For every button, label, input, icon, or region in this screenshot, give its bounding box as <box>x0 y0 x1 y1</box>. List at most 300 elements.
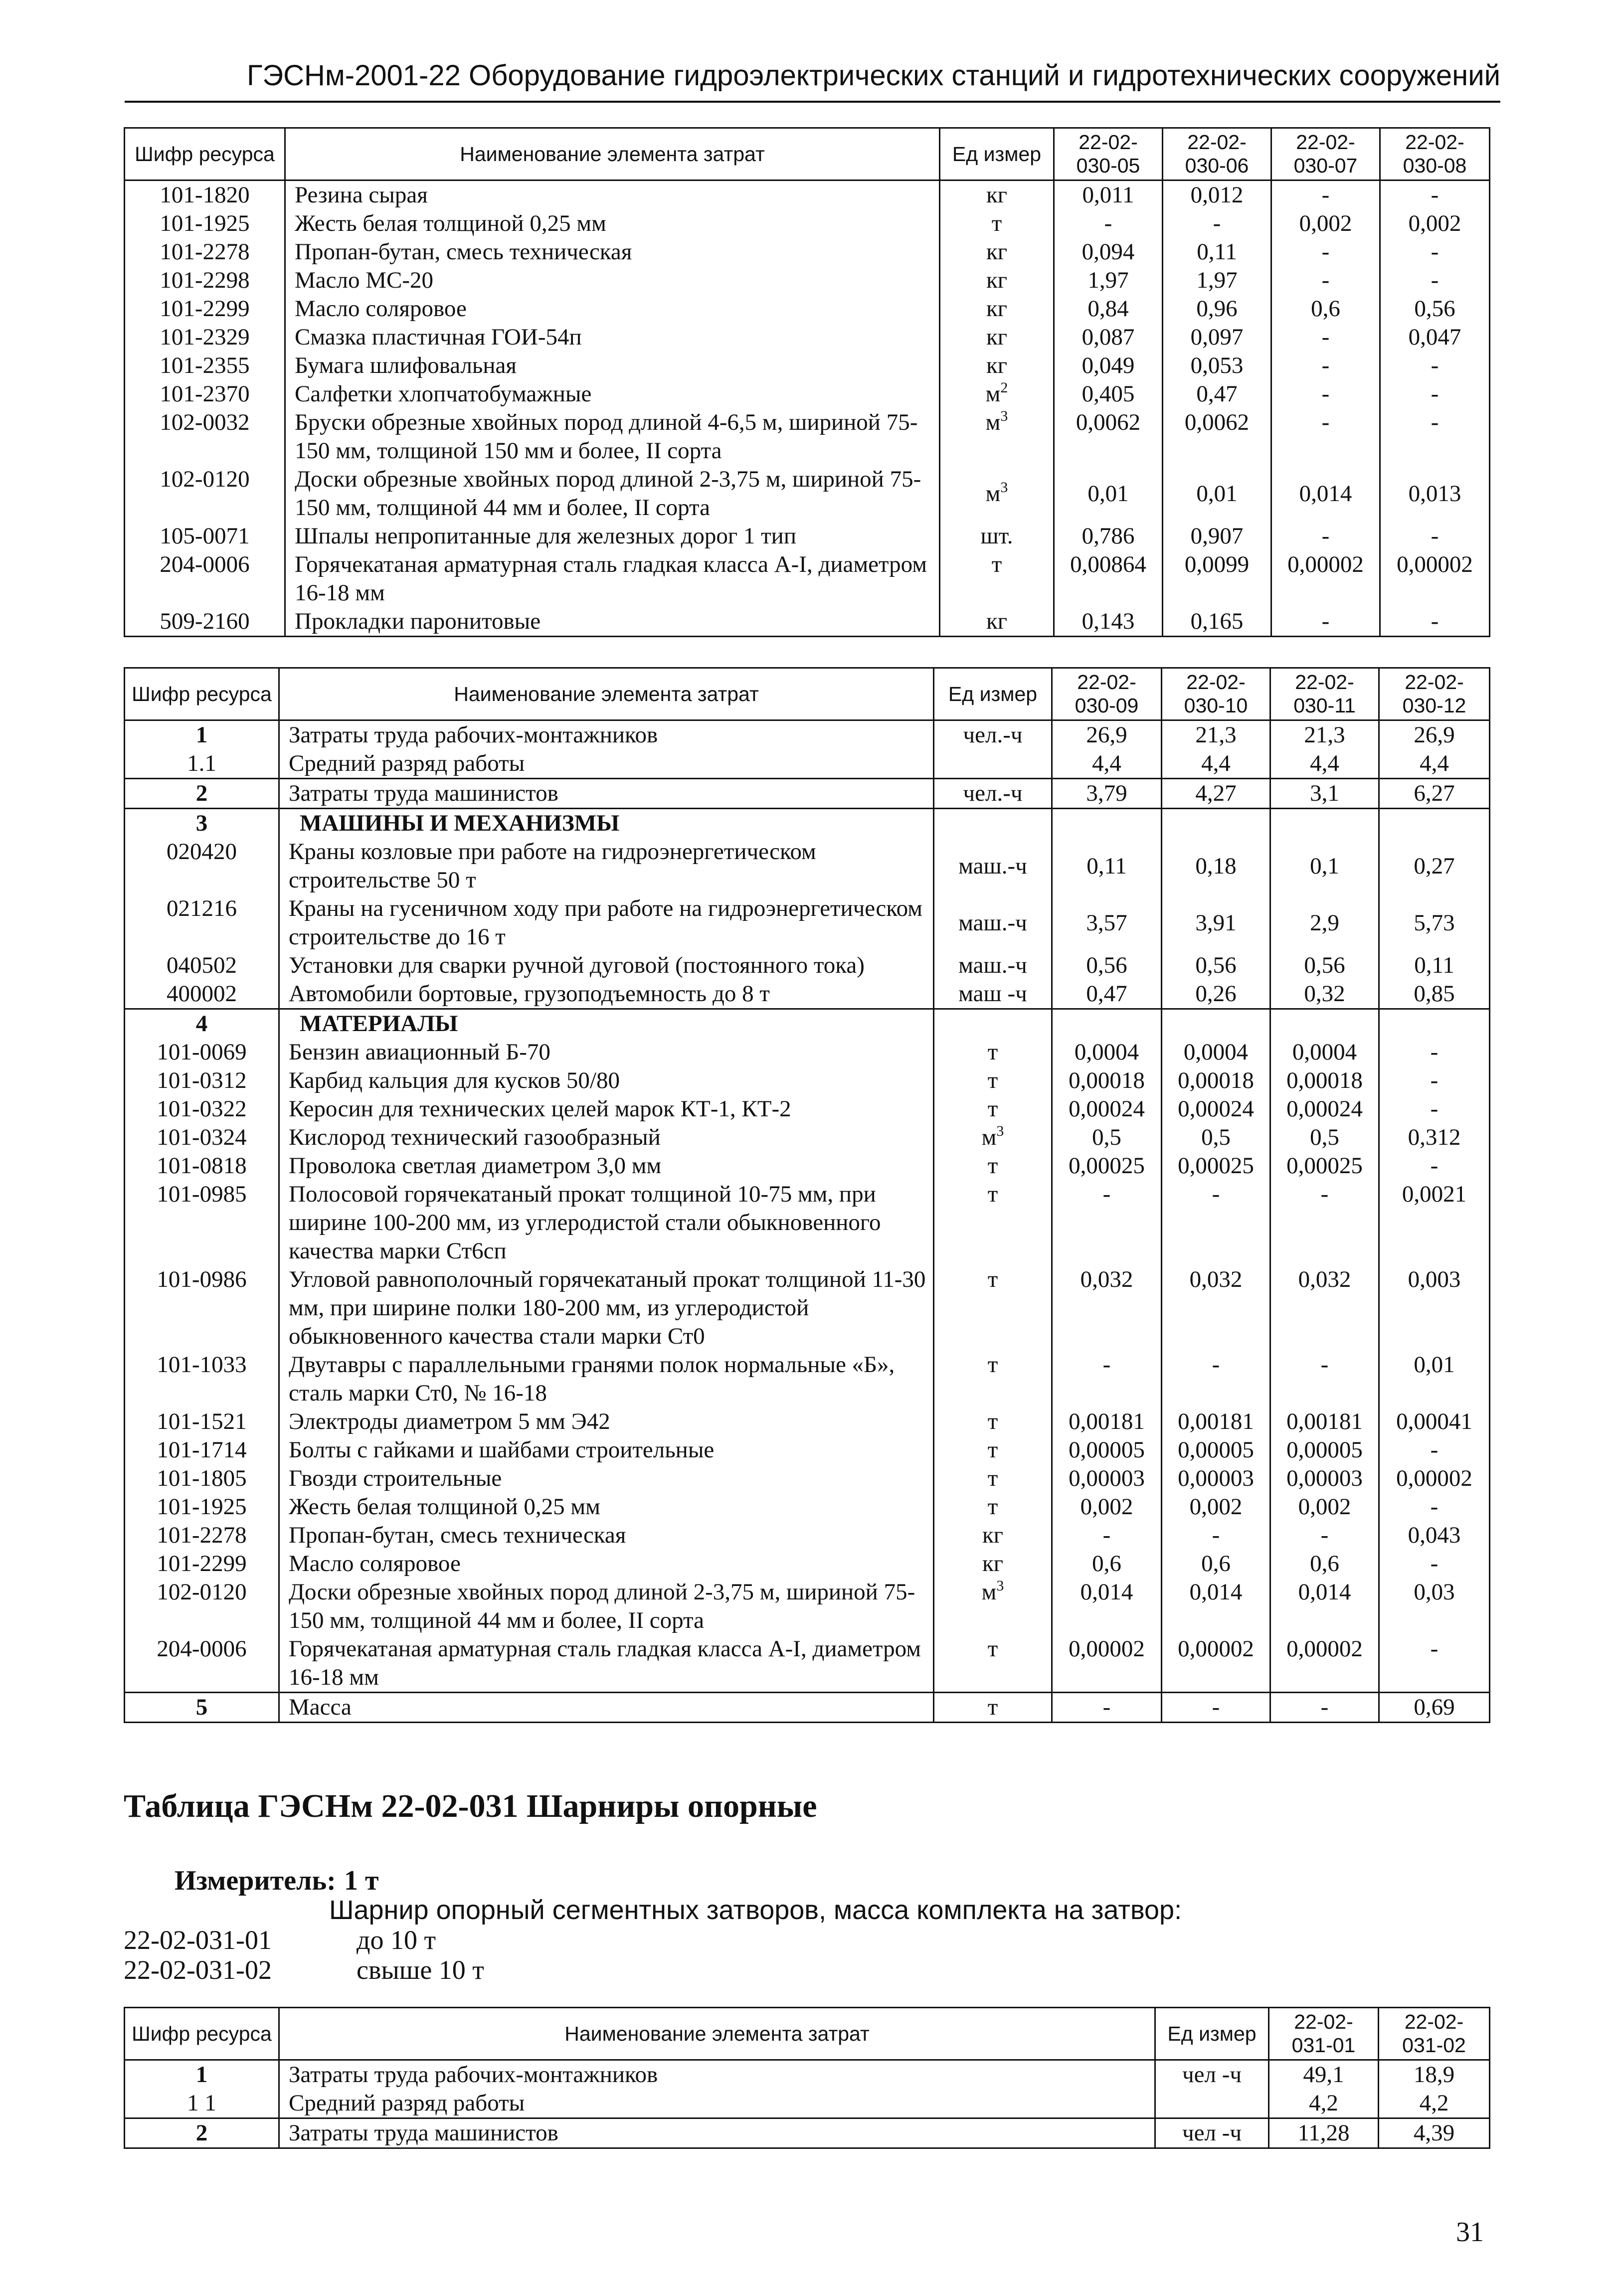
resource-name: Краны козловые при работе на гидроэнергетическом строительстве 50 т <box>279 838 934 894</box>
norm-value: 0,32 <box>1270 980 1379 1009</box>
norm-text: свыше 10 т <box>357 1955 484 1985</box>
norm-value: 0,405 <box>1054 380 1163 408</box>
norm-value: 0,014 <box>1271 465 1380 522</box>
resource-code: 1 <box>125 720 279 750</box>
unit <box>934 1493 1052 1521</box>
unit-text: м <box>985 409 1001 435</box>
unit-text: т <box>987 1636 998 1662</box>
empty-cell <box>1270 1009 1379 1039</box>
resource-code: 101-2278 <box>125 238 285 266</box>
table-title: Таблица ГЭСНм 22-02-031 Шарниры опорные <box>124 1788 817 1824</box>
resource-code: 101-0986 <box>125 1265 279 1351</box>
norm-value: 0,00005 <box>1162 1436 1270 1464</box>
norm-value: 0,11 <box>1163 238 1271 266</box>
resource-name: Автомобили бортовые, грузоподъемность до 8 т <box>279 980 934 1009</box>
norm-value: 0,47 <box>1163 380 1271 408</box>
unit <box>934 1436 1052 1464</box>
header-rule <box>125 101 1500 103</box>
norm-value: 0,002 <box>1052 1493 1162 1521</box>
norm-value: 49,1 <box>1269 2060 1379 2090</box>
norm-value: - <box>1271 266 1380 295</box>
resource-name: Болты с гайками и шайбами строительные <box>279 1436 934 1464</box>
resource-name: Жесть белая толщиной 0,25 мм <box>285 209 940 238</box>
unit-exponent: 2 <box>1000 379 1008 396</box>
resource-code: 101-0985 <box>125 1180 279 1265</box>
norm-value: 0,85 <box>1379 980 1490 1009</box>
resource-name: Масса <box>279 1693 934 1723</box>
table-row <box>125 1635 1490 1693</box>
resource-name: Масло соляровое <box>285 295 940 323</box>
norm-value: 0,01 <box>1163 465 1271 522</box>
table-row <box>125 238 1490 266</box>
resource-code: 5 <box>125 1693 279 1723</box>
unit-text: кг <box>986 296 1008 322</box>
empty-cell <box>1270 809 1379 838</box>
resource-name: Бруски обрезные хвойных пород длиной 4-6,5 м, шириной 75-150 мм, толщиной 150 мм и более, II сорта <box>285 408 940 465</box>
norm-value: - <box>1271 323 1380 351</box>
resource-name: Жесть белая толщиной 0,25 мм <box>279 1493 934 1521</box>
norm-value: 0,27 <box>1379 838 1490 894</box>
unit-text: м <box>981 1579 997 1605</box>
unit <box>934 838 1052 894</box>
norm-value: - <box>1270 1351 1379 1407</box>
table-row <box>125 951 1490 980</box>
norm-value: 0,907 <box>1163 522 1271 550</box>
norm-value: - <box>1270 1521 1379 1550</box>
unit <box>940 295 1054 323</box>
norm-value: - <box>1380 351 1490 380</box>
resource-name: Электроды диаметром 5 мм Э42 <box>279 1407 934 1436</box>
resource-code: 101-1033 <box>125 1351 279 1407</box>
resource-code: 1.1 <box>125 749 279 779</box>
table-header-row <box>125 2008 1490 2060</box>
norm-value: 0,094 <box>1054 238 1163 266</box>
header-norm-code: 22-02- 030-06 <box>1163 128 1271 180</box>
norm-value: 26,9 <box>1379 720 1490 750</box>
norm-value: 0,00025 <box>1052 1152 1162 1180</box>
table-row <box>125 1464 1490 1493</box>
norm-value: 0,014 <box>1270 1578 1379 1635</box>
norm-value: - <box>1162 1693 1270 1723</box>
norm-value: 0,00003 <box>1270 1464 1379 1493</box>
norm-value: 0,00024 <box>1162 1095 1270 1123</box>
unit-text: т <box>987 1181 998 1207</box>
norm-value: 0,00018 <box>1162 1066 1270 1095</box>
table-row <box>125 1578 1490 1635</box>
unit <box>934 1464 1052 1493</box>
table-row <box>125 1693 1490 1723</box>
header-code: Шифр ресурса <box>125 128 285 180</box>
norm-value: 0,00002 <box>1052 1635 1162 1693</box>
resource-name: Полосовой горячекатаный прокат толщиной 10-75 мм, при ширине 100-200 мм, из углеродистой стали обыкновенного качества марки Ст6сп <box>279 1180 934 1265</box>
unit-text: маш -ч <box>958 981 1027 1007</box>
norm-value: 11,28 <box>1269 2118 1379 2148</box>
norm-value: 0,786 <box>1054 522 1163 550</box>
header-norm-code: 22-02- 030-07 <box>1271 128 1380 180</box>
norm-value: 0,56 <box>1052 951 1162 980</box>
resource-code: 101-2299 <box>125 1550 279 1578</box>
norm-value: 2,9 <box>1270 894 1379 951</box>
unit <box>1155 2089 1269 2118</box>
resource-code: 102-0120 <box>125 1578 279 1635</box>
norm-value: - <box>1379 1493 1490 1521</box>
norm-value: - <box>1271 380 1380 408</box>
norm-value: 0,18 <box>1162 838 1270 894</box>
unit-text: т <box>987 1096 998 1122</box>
norm-value: 0,012 <box>1163 180 1271 210</box>
norm-value: 0,00003 <box>1052 1464 1162 1493</box>
unit <box>934 1578 1052 1635</box>
norm-value: 0,56 <box>1162 951 1270 980</box>
resource-name: Средний разряд работы <box>279 2089 1155 2118</box>
resource-name: Шпалы непропитанные для железных дорог 1 тип <box>285 522 940 550</box>
header-norm-code: 22-02- 031-02 <box>1379 2008 1490 2060</box>
norm-value: - <box>1270 1180 1379 1265</box>
table-row <box>125 323 1490 351</box>
norm-value: - <box>1162 1351 1270 1407</box>
unit-text: т <box>987 1494 998 1520</box>
section-row <box>125 1009 1490 1039</box>
resource-code: 1 <box>125 2060 279 2090</box>
resource-code: 101-0818 <box>125 1152 279 1180</box>
unit-text: т <box>987 1408 998 1434</box>
resource-code: 040502 <box>125 951 279 980</box>
table-row <box>125 465 1490 522</box>
unit-text: шт. <box>980 523 1013 549</box>
unit <box>940 465 1054 522</box>
resource-code: 101-2370 <box>125 380 285 408</box>
header-name: Наименование элемента затрат <box>279 2008 1155 2060</box>
empty-cell <box>1162 1009 1270 1039</box>
norm-value: 0,00003 <box>1162 1464 1270 1493</box>
norm-value: 0,96 <box>1163 295 1271 323</box>
resource-code: 2 <box>125 2118 279 2148</box>
norm-value: 0,00018 <box>1270 1066 1379 1095</box>
norm-value: 4,4 <box>1270 749 1379 779</box>
empty-cell <box>1052 809 1162 838</box>
resource-name: Карбид кальция для кусков 50/80 <box>279 1066 934 1095</box>
resource-name: Салфетки хлопчатобумажные <box>285 380 940 408</box>
unit <box>934 1550 1052 1578</box>
norm-value: 0,0021 <box>1379 1180 1490 1265</box>
table-row <box>125 2089 1490 2118</box>
section-row <box>125 809 1490 838</box>
table-row <box>125 2060 1490 2090</box>
table-row <box>125 522 1490 550</box>
unit <box>934 1635 1052 1693</box>
table-header-row <box>125 128 1490 180</box>
norm-value: - <box>1380 266 1490 295</box>
resource-table-030-05-08 <box>124 127 1490 637</box>
norm-value: 0,087 <box>1054 323 1163 351</box>
norm-value: 0,165 <box>1163 607 1271 637</box>
norm-value: - <box>1379 1066 1490 1095</box>
table-row <box>125 1265 1490 1351</box>
resource-name: Затраты труда рабочих-монтажников <box>279 2060 1155 2090</box>
resource-code: 101-2278 <box>125 1521 279 1550</box>
norm-value: 0,053 <box>1163 351 1271 380</box>
resource-name: Проволока светлая диаметром 3,0 мм <box>279 1152 934 1180</box>
norm-value: - <box>1162 1180 1270 1265</box>
norm-value: 0,002 <box>1162 1493 1270 1521</box>
section-heading: МАШИНЫ И МЕХАНИЗМЫ <box>279 809 934 838</box>
norm-text: до 10 т <box>357 1925 436 1955</box>
header-norm-code: 22-02- 030-05 <box>1054 128 1163 180</box>
norm-value: 0,0004 <box>1270 1038 1379 1066</box>
table-row <box>125 1152 1490 1180</box>
unit-exponent: 3 <box>996 1578 1004 1594</box>
norm-value: - <box>1380 180 1490 210</box>
table-row <box>125 1038 1490 1066</box>
norm-value: 1,97 <box>1163 266 1271 295</box>
resource-name: Масло соляровое <box>279 1550 934 1578</box>
unit <box>934 980 1052 1009</box>
norm-value: 0,002 <box>1271 209 1380 238</box>
unit <box>934 1152 1052 1180</box>
resource-name: Средний разряд работы <box>279 749 934 779</box>
table-row <box>125 838 1490 894</box>
table-row <box>125 1436 1490 1464</box>
unit-text: т <box>991 210 1002 236</box>
norm-value: 0,032 <box>1270 1265 1379 1351</box>
table-row <box>125 180 1490 210</box>
norm-value: 0,0004 <box>1052 1038 1162 1066</box>
norm-value: - <box>1052 1693 1162 1723</box>
header-norm-code: 22-02- 030-10 <box>1162 668 1270 720</box>
norm-value: 21,3 <box>1162 720 1270 750</box>
table-row <box>125 779 1490 809</box>
norm-value: 0,00002 <box>1162 1635 1270 1693</box>
norm-value: 0,00002 <box>1380 550 1490 607</box>
norm-value: 0,00018 <box>1052 1066 1162 1095</box>
resource-name: Гвозди строительные <box>279 1464 934 1493</box>
unit-text: чел.-ч <box>963 780 1023 806</box>
unit-exponent: 3 <box>1000 479 1008 496</box>
table-row <box>125 408 1490 465</box>
resource-code: 101-0069 <box>125 1038 279 1066</box>
norm-value: 0,002 <box>1380 209 1490 238</box>
resource-code: 101-0324 <box>125 1123 279 1152</box>
resource-code: 2 <box>125 779 279 809</box>
table-row <box>125 1521 1490 1550</box>
norm-value: 0,0004 <box>1162 1038 1270 1066</box>
norm-value: - <box>1379 1038 1490 1066</box>
norm-value: 0,00024 <box>1052 1095 1162 1123</box>
norm-value: 0,143 <box>1054 607 1163 637</box>
unit <box>940 550 1054 607</box>
resource-code: 101-2299 <box>125 295 285 323</box>
norm-value: 0,01 <box>1379 1351 1490 1407</box>
unit <box>934 1038 1052 1066</box>
norm-value: 0,002 <box>1270 1493 1379 1521</box>
unit <box>934 951 1052 980</box>
table-row <box>125 894 1490 951</box>
resource-name: Краны на гусеничном ходу при работе на гидроэнергетическом строительстве до 16 т <box>279 894 934 951</box>
resource-name: Горячекатаная арматурная сталь гладкая класса А-I, диаметром 16-18 мм <box>279 1635 934 1693</box>
unit <box>934 779 1052 809</box>
norm-value: 0,312 <box>1379 1123 1490 1152</box>
norm-value: 0,56 <box>1380 295 1490 323</box>
resource-name: Затраты труда машинистов <box>279 779 934 809</box>
norm-value: 0,011 <box>1054 180 1163 210</box>
norm-value: 0,56 <box>1270 951 1379 980</box>
resource-code: 101-1925 <box>125 1493 279 1521</box>
norm-value: 0,5 <box>1270 1123 1379 1152</box>
norm-value: 0,00002 <box>1271 550 1380 607</box>
norm-value: - <box>1379 1436 1490 1464</box>
resource-code: 101-1925 <box>125 209 285 238</box>
unit <box>940 180 1054 210</box>
norm-value: 6,27 <box>1379 779 1490 809</box>
unit-text: чел -ч <box>1182 2062 1242 2088</box>
resource-code: 021216 <box>125 894 279 951</box>
norm-value: - <box>1162 1521 1270 1550</box>
resource-code: 204-0006 <box>125 1635 279 1693</box>
empty-cell <box>1052 1009 1162 1039</box>
resource-name: Бумага шлифовальная <box>285 351 940 380</box>
norm-value: 0,0099 <box>1163 550 1271 607</box>
unit <box>934 1066 1052 1095</box>
norm-value: 0,00041 <box>1379 1407 1490 1436</box>
table-row <box>125 351 1490 380</box>
table-header-row <box>125 668 1490 720</box>
unit-text: кг <box>986 352 1008 378</box>
table-row <box>125 550 1490 607</box>
norm-value: 0,11 <box>1379 951 1490 980</box>
norm-value: 0,032 <box>1052 1265 1162 1351</box>
unit <box>940 408 1054 465</box>
norm-value: 0,013 <box>1380 465 1490 522</box>
norm-value: 0,5 <box>1052 1123 1162 1152</box>
resource-table-030-09-12 <box>124 667 1490 1723</box>
unit-text: кг <box>986 608 1008 634</box>
norm-value: 0,26 <box>1162 980 1270 1009</box>
resource-code: 4 <box>125 1009 279 1039</box>
unit <box>934 1123 1052 1152</box>
resource-code: 105-0071 <box>125 522 285 550</box>
table-row <box>125 295 1490 323</box>
resource-code: 400002 <box>125 980 279 1009</box>
unit <box>934 720 1052 750</box>
norm-value: 0,043 <box>1379 1521 1490 1550</box>
unit-text: м <box>981 1124 997 1150</box>
resource-name: Пропан-бутан, смесь техническая <box>279 1521 934 1550</box>
norm-value: 0,00025 <box>1162 1152 1270 1180</box>
resource-code: 204-0006 <box>125 550 285 607</box>
unit-text: маш.-ч <box>958 909 1027 936</box>
norm-value: 0,0062 <box>1054 408 1163 465</box>
resource-code: 101-2355 <box>125 351 285 380</box>
norm-value: 0,0062 <box>1163 408 1271 465</box>
norm-value: - <box>1380 607 1490 637</box>
resource-code: 101-1521 <box>125 1407 279 1436</box>
unit-text: т <box>987 1437 998 1463</box>
unit <box>940 380 1054 408</box>
unit <box>934 1265 1052 1351</box>
header-name: Наименование элемента затрат <box>279 668 934 720</box>
unit-text: м <box>985 381 1001 407</box>
unit-text: т <box>987 1153 998 1179</box>
resource-name: Угловой равнополочный горячекатаный прокат толщиной 11-30 мм, при ширине полки 180-200 мм, из углеродистой обыкновенного качества стали марки Ст0 <box>279 1265 934 1351</box>
resource-code: 101-1820 <box>125 180 285 210</box>
table-row <box>125 980 1490 1009</box>
norm-value: 4,2 <box>1379 2089 1490 2118</box>
norm-value: - <box>1054 209 1163 238</box>
unit-text: кг <box>986 324 1008 350</box>
unit <box>940 351 1054 380</box>
norm-value: - <box>1379 1635 1490 1693</box>
unit <box>934 1095 1052 1123</box>
unit-text: т <box>987 1465 998 1491</box>
unit <box>934 1521 1052 1550</box>
table-row <box>125 749 1490 779</box>
norm-value: 0,00181 <box>1052 1407 1162 1436</box>
unit-text: чел -ч <box>1182 2120 1242 2146</box>
unit-text: маш.-ч <box>958 853 1027 879</box>
norm-code: 22-02-031-02 <box>124 1955 272 1985</box>
unit-text: т <box>987 1039 998 1065</box>
norm-value: - <box>1271 238 1380 266</box>
norm-value: 3,57 <box>1052 894 1162 951</box>
resource-name: Затраты труда рабочих-монтажников <box>279 720 934 750</box>
unit-text: т <box>987 1266 998 1292</box>
unit <box>940 522 1054 550</box>
norm-value: 3,1 <box>1270 779 1379 809</box>
norm-value: 0,032 <box>1162 1265 1270 1351</box>
resource-name: Прокладки паронитовые <box>285 607 940 637</box>
resource-name: Резина сырая <box>285 180 940 210</box>
table-row <box>125 1550 1490 1578</box>
resource-name: Доски обрезные хвойных пород длиной 2-3,75 м, шириной 75-150 мм, толщиной 44 мм и более, II сорта <box>279 1578 934 1635</box>
norm-value: 0,03 <box>1379 1578 1490 1635</box>
resource-name: Установки для сварки ручной дуговой (постоянного тока) <box>279 951 934 980</box>
norm-value: 0,6 <box>1271 295 1380 323</box>
header-unit: Ед измер <box>934 668 1052 720</box>
unit <box>934 1351 1052 1407</box>
resource-code: 101-1714 <box>125 1436 279 1464</box>
resource-code: 509-2160 <box>125 607 285 637</box>
norm-value: - <box>1380 408 1490 465</box>
resource-code: 101-0322 <box>125 1095 279 1123</box>
resource-name: Пропан-бутан, смесь техническая <box>285 238 940 266</box>
resource-code: 101-0312 <box>125 1066 279 1095</box>
norm-value: - <box>1271 408 1380 465</box>
unit <box>934 1407 1052 1436</box>
header-norm-code: 22-02- 030-12 <box>1379 668 1490 720</box>
resource-name: Горячекатаная арматурная сталь гладкая класса А-I, диаметром 16-18 мм <box>285 550 940 607</box>
norm-value: 0,049 <box>1054 351 1163 380</box>
norm-value: 0,00005 <box>1052 1436 1162 1464</box>
table-row <box>125 209 1490 238</box>
unit-text: т <box>991 551 1002 577</box>
norm-value: 0,84 <box>1054 295 1163 323</box>
resource-name: Смазка пластичная ГОИ-54п <box>285 323 940 351</box>
unit-exponent: 3 <box>1000 408 1008 424</box>
empty-cell <box>1379 1009 1490 1039</box>
header-unit: Ед измер <box>1155 2008 1269 2060</box>
header-norm-code: 22-02- 030-08 <box>1380 128 1490 180</box>
resource-name: Затраты труда машинистов <box>279 2118 1155 2148</box>
norm-value: 0,003 <box>1379 1265 1490 1351</box>
empty-cell <box>1162 809 1270 838</box>
norm-value: - <box>1379 1095 1490 1123</box>
norm-value: 0,047 <box>1380 323 1490 351</box>
unit <box>940 607 1054 637</box>
unit-text: т <box>987 1694 998 1720</box>
norm-value: - <box>1052 1521 1162 1550</box>
unit-text: т <box>987 1352 998 1378</box>
unit <box>934 894 1052 951</box>
